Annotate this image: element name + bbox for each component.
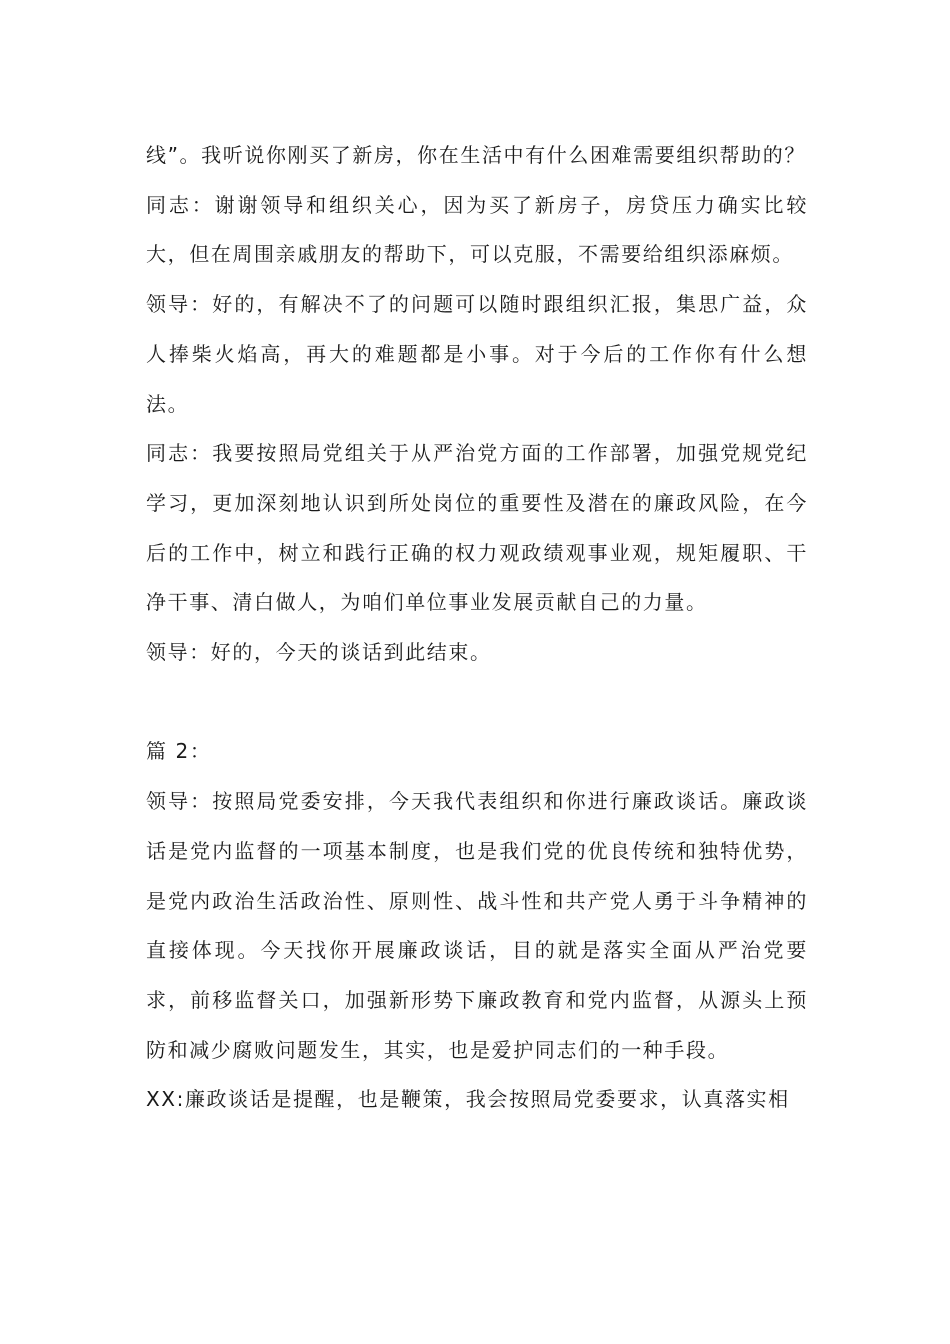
paragraph-continuation: 线”。我听说你刚买了新房，你在生活中有什么困难需要组织帮助的？ — [146, 143, 806, 167]
paragraph-xx-reply: XX:廉政谈话是提醒，也是鞭策，我会按照局党委要求，认真落实相 — [146, 1087, 790, 1112]
paragraph-leader-closing: 领导：好的，今天的谈话到此结束。 — [146, 640, 492, 665]
document-body — [146, 131, 808, 1125]
paragraph-leader-question: 领导：好的，有解决不了的问题可以随时跟组织汇报，集思广益，众人捧柴火焰高，再大的难题都是小事。对于今后的工作你有什么想法。 — [146, 292, 808, 416]
paragraph-comrade-reply-1: 同志：谢谢领导和组织关心，因为买了新房子，房贷压力确实比较大，但在周围亲戚朋友的帮助下，可以克服，不需要给组织添麻烦。 — [146, 192, 808, 267]
paragraph-comrade-reply-2: 同志：我要按照局党组关于从严治党方面的工作部署，加强党规党纪学习，更加深刻地认识到所处岗位的重要性及潜在的廉政风险，在今后的工作中，树立和践行正确的权力观政绩观事业观，规矩履职、干净干事、清白做人，为咱们单位事业发展贡献自己的力量。 — [146, 441, 808, 615]
section-heading: 篇 2： — [146, 739, 212, 764]
paragraph-leader-opening: 领导：按照局党委安排，今天我代表组织和你进行廉政谈话。廉政谈话是党内监督的一项基本制度，也是我们党的优良传统和独特优势，是党内政治生活政治性、原则性、战斗性和共产党人勇于斗争精神的直接体现。今天找你开展廉政谈话，目的就是落实全面从严治党要求，前移监督关口，加强新形势下廉政教育和党内监督，从源头上预防和减少腐败问题发生，其实，也是爱护同志们的一种手段。 — [146, 789, 808, 1062]
